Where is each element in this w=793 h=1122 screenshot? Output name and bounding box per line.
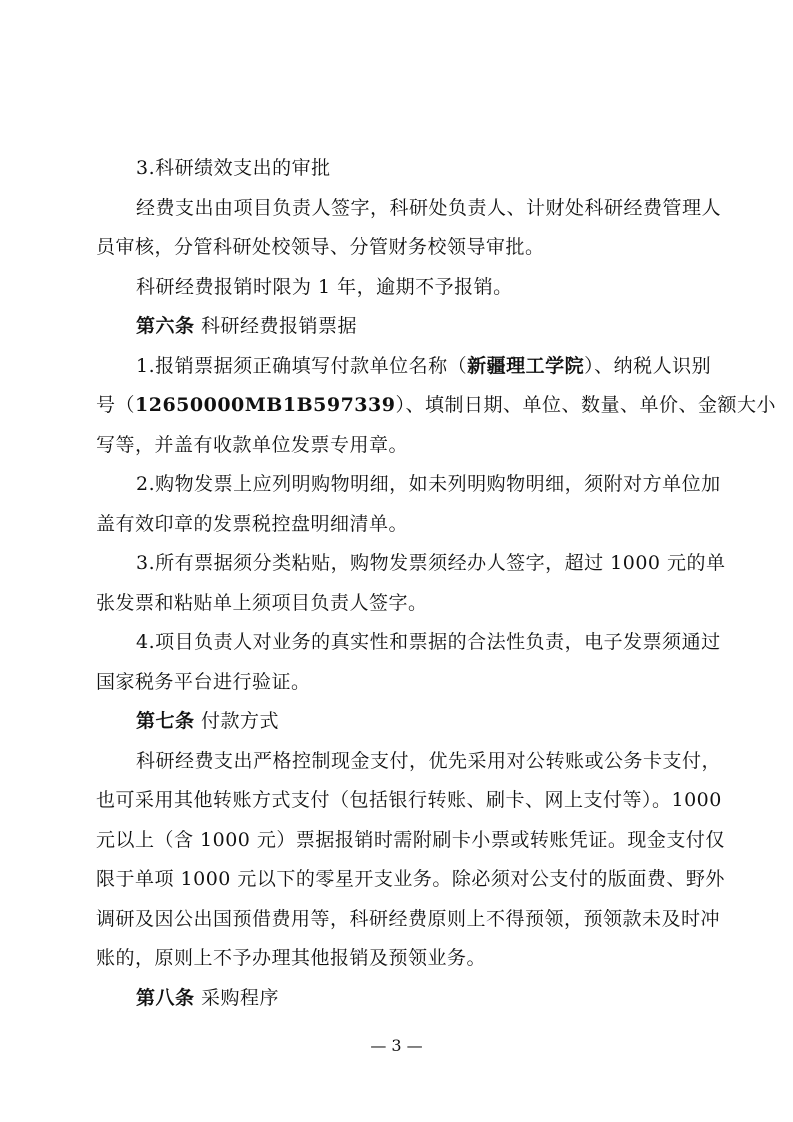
payer-name: 新疆理工学院 — [467, 355, 585, 377]
taxpayer-id: 12650000MB1B597339 — [135, 394, 396, 416]
article-title: 采购程序 — [194, 987, 280, 1009]
paragraph-line: 限于单项 1000 元以下的零星开支业务。除必须对公支付的版面费、野外 — [96, 868, 725, 890]
article-heading-7 — [136, 709, 279, 733]
paragraph-line: 经费支出由项目负责人签字，科研处负责人、计财处科研经费管理人 — [136, 197, 722, 219]
paragraph-line: 3.所有票据须分类粘贴，购物发票须经办人签字，超过 1000 元的单 — [136, 552, 726, 574]
paragraph-line — [96, 393, 776, 417]
paragraph-line: 调研及因公出国预借费用等，科研经费原则上不得预领，预领款未及时冲 — [96, 908, 721, 930]
paragraph-line: 4.项目负责人对业务的真实性和票据的合法性负责，电子发票须通过 — [136, 631, 721, 653]
text-segment: ）、填制日期、单位、数量、单价、金额大小 — [395, 394, 776, 416]
article-number: 第六条 — [136, 315, 195, 337]
text-segment: ）、纳税人识别 — [584, 355, 712, 377]
paragraph-line — [136, 354, 711, 378]
article-number: 第八条 — [136, 987, 195, 1009]
subsection-heading-3: 3.科研绩效支出的审批 — [136, 157, 331, 179]
text-segment: 1.报销票据须正确填写付款单位名称（ — [136, 355, 468, 377]
paragraph-line: 张发票和粘贴单上须项目负责人签字。 — [96, 592, 428, 614]
paragraph-line: 元以上（含 1000 元）票据报销时需附刷卡小票或转账凭证。现金支付仅 — [96, 829, 725, 851]
article-heading-8 — [136, 986, 279, 1010]
paragraph-line: 账的，原则上不予办理其他报销及预领业务。 — [96, 947, 487, 969]
article-heading-6 — [136, 314, 357, 338]
paragraph-line: 2.购物发票上应列明购物明细，如未列明购物明细，须附对方单位加 — [136, 473, 721, 495]
paragraph-line: 也可采用其他转账方式支付（包括银行转账、刷卡、网上支付等）。1000 — [96, 789, 722, 811]
article-title: 付款方式 — [194, 710, 280, 732]
paragraph-line: 写等，并盖有收款单位发票专用章。 — [96, 434, 409, 456]
article-title: 科研经费报销票据 — [194, 315, 358, 337]
page-number: — 3 — — [370, 1036, 423, 1055]
paragraph-line: 科研经费支出严格控制现金支付，优先采用对公转账或公务卡支付， — [136, 750, 722, 772]
paragraph-line: 科研经费报销时限为 1 年，逾期不予报销。 — [136, 276, 513, 298]
paragraph-line: 盖有效印章的发票税控盘明细清单。 — [96, 513, 409, 535]
paragraph-line: 员审核，分管科研处校领导、分管财务校领导审批。 — [96, 236, 545, 258]
article-number: 第七条 — [136, 710, 195, 732]
paragraph-line: 国家税务平台进行验证。 — [96, 671, 311, 693]
text-segment: 号（ — [96, 394, 136, 416]
